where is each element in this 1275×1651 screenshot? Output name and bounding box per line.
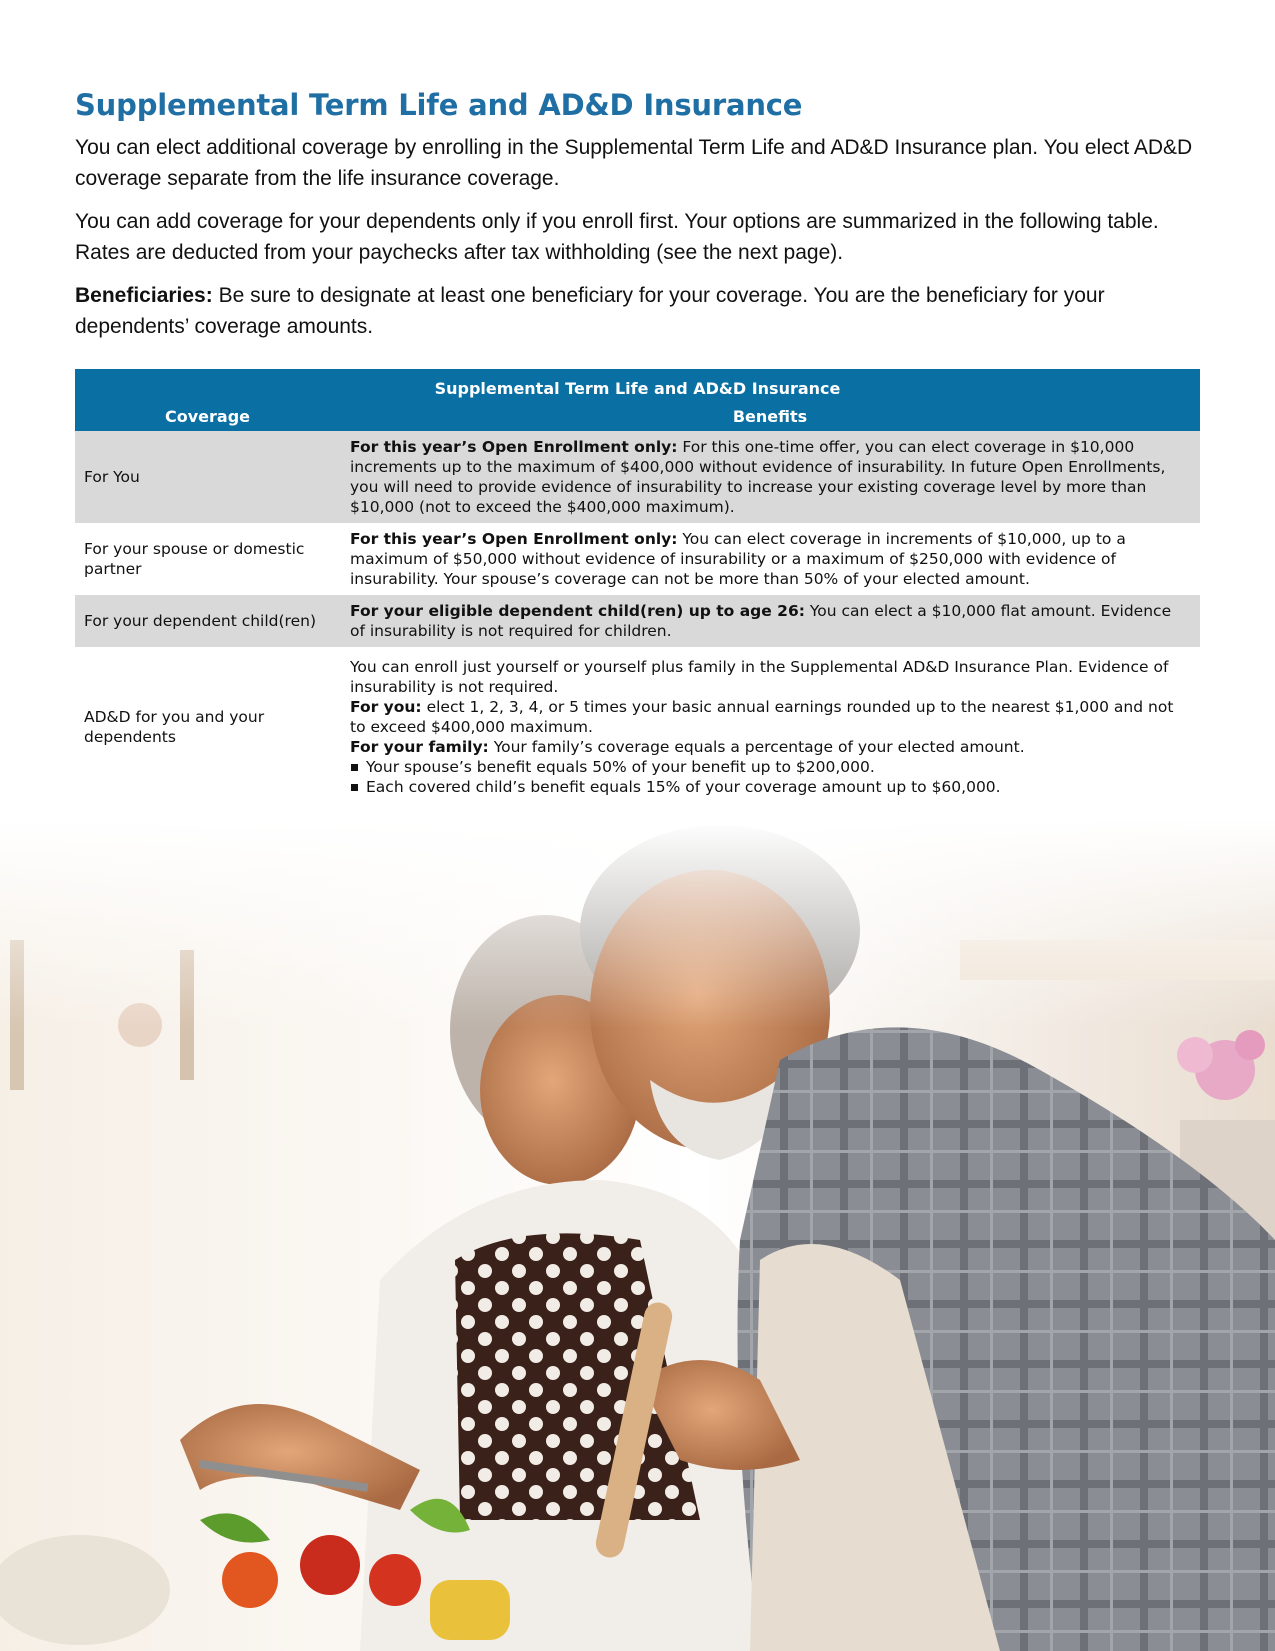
benefits-text: You can elect a $10,000 flat amount. Evidence of insurability is not required for children.: [350, 602, 1172, 640]
beneficiaries-text: Be sure to designate at least one beneficiary for your coverage. You are the beneficiary for your dependents’ coverage amounts.: [75, 284, 1105, 338]
table-row: [75, 595, 1200, 647]
benefits-cell: [340, 595, 1200, 647]
add-for-family-text: Your family’s coverage equals a percentage of your elected amount.: [488, 738, 1025, 756]
table-row: [75, 431, 1200, 523]
coverage-cell: AD&D for you and your dependents: [84, 708, 265, 746]
add-for-family-label: For your family:: [350, 738, 489, 756]
coverage-cell: For You: [75, 431, 340, 523]
beneficiaries-label: Beneficiaries:: [75, 284, 213, 307]
list-item: Each covered child’s benefit equals 15% of your coverage amount up to $60,000.: [350, 777, 1190, 797]
benefits-lead: For your eligible dependent child(ren) up to age 26:: [350, 602, 805, 620]
benefits-lead: For this year’s Open Enrollment only:: [350, 530, 678, 548]
benefits-cell: [340, 647, 1200, 807]
intro-paragraph-2: You can add coverage for your dependents only if you enroll first. Your options are summarized in the following table. Rates are deducted from your paychecks after tax withholding (see the next page).: [75, 210, 1159, 264]
list-item: Your spouse’s benefit equals 50% of your benefit up to $200,000.: [350, 757, 1190, 777]
table-row: [75, 647, 1200, 807]
column-header-coverage: Coverage: [75, 401, 340, 431]
table-title: Supplemental Term Life and AD&D Insurance: [75, 369, 1200, 401]
add-for-you-text: elect 1, 2, 3, 4, or 5 times your basic annual earnings rounded up to the nearest $1,000 and not to exceed $400,000 maximum.: [350, 698, 1174, 736]
benefits-text: For this one-time offer, you can elect coverage in $10,000 increments up to the maximum of $400,000 without evidence of insurability. In future Open Enrollments, you will need to provide evidence of insurability to increase your existing coverage level by more than $10,000 (not to exceed the $400,000 maximum).: [350, 438, 1166, 516]
add-bullet-list: [350, 757, 1190, 797]
page-title: Supplemental Term Life and AD&D Insurance: [75, 88, 803, 122]
intro-paragraph-1: You can elect additional coverage by enrolling in the Supplemental Term Life and AD&D Insurance plan. You elect AD&D coverage separate from the life insurance coverage.: [75, 136, 1193, 190]
intro-section: [75, 88, 1200, 354]
benefits-cell: [340, 431, 1200, 523]
benefits-cell: [340, 523, 1200, 595]
coverage-table: [75, 369, 1200, 807]
column-header-benefits: Benefits: [340, 401, 1200, 431]
coverage-cell: For your dependent child(ren): [75, 595, 340, 647]
add-for-you-label: For you:: [350, 698, 422, 716]
cooking-couple-photo: [0, 820, 1275, 1651]
benefits-lead: For this year’s Open Enrollment only:: [350, 438, 678, 456]
beneficiaries-paragraph: [75, 280, 1200, 342]
benefits-text: You can elect coverage in increments of $10,000, up to a maximum of $50,000 without evidence of insurability or a maximum of $250,000 with evidence of insurability. Your spouse’s coverage can not be more than 50% of your elected amount.: [350, 530, 1126, 588]
add-for-you: [350, 697, 1190, 737]
add-intro-text: You can enroll just yourself or yourself plus family in the Supplemental AD&D Insurance Plan. Evidence of insurability is not required.: [350, 658, 1169, 696]
add-for-family: [350, 737, 1190, 757]
table-row: [75, 523, 1200, 595]
coverage-cell: For your spouse or domestic partner: [84, 540, 305, 578]
